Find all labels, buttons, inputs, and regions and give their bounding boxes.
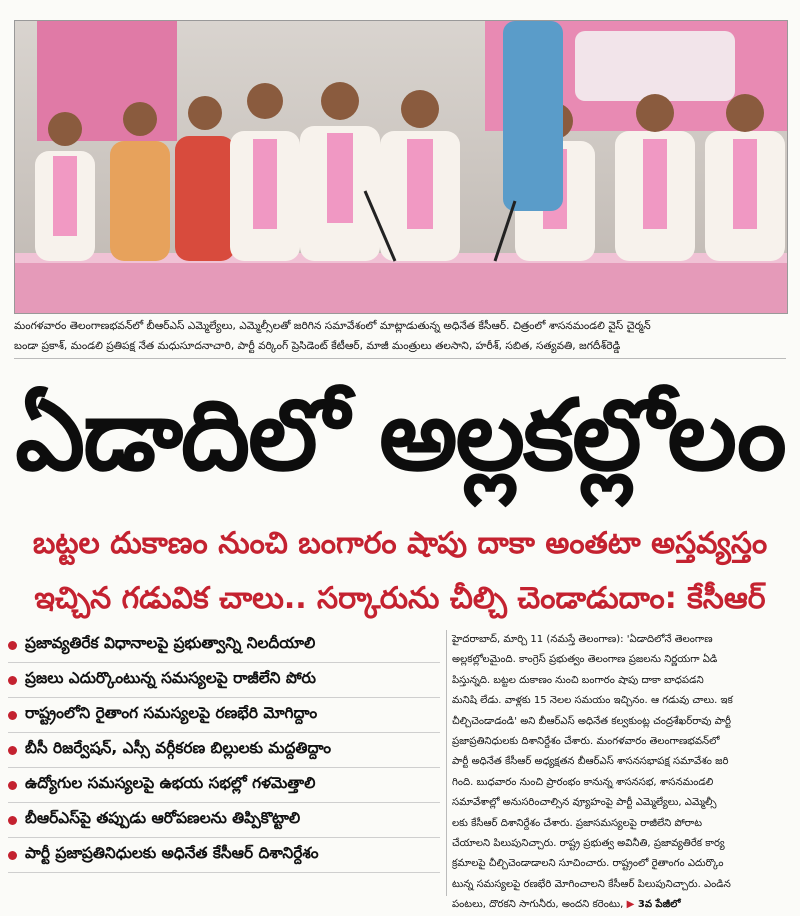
story-line: సమావేశాల్లో అనుసరించాల్సిన వ్యూహంపై పార్టీ ఎమ్మెల్యేలు, ఎమ్మెల్సీ [452, 797, 717, 809]
story-body [452, 630, 792, 911]
story-line: ప్రజాప్రతినిధులకు దిశానిర్దేశం చేశారు. మంగళవారం తెలంగాణభవన్‌లో [452, 736, 720, 748]
column-divider [446, 630, 447, 896]
bullet-text: ప్రజావ్యతిరేక విధానాలపై ప్రభుత్వాన్ని నిలదీయాలి [25, 634, 316, 652]
story-line: గింది. బుధవారం నుంచి ప్రారంభం కానున్న శాసనసభ, శాసనమండలి [452, 776, 714, 788]
bullet-dot-icon [8, 711, 17, 720]
subheadline-2: ఇచ్చిన గడువిక చాలు.. సర్కారును చీల్చి చెండాడుదాం: కేసీఆర్ [34, 581, 766, 616]
bullet-list [8, 628, 440, 900]
bullet-text: ఉద్యోగుల సమస్యలపై ఉభయ సభల్లో గళమెత్తాలి [25, 774, 316, 792]
continued-label: 3వ పేజీలో [637, 899, 681, 911]
story-line: హైదరాబాద్, మార్చి 11 (నమస్తే తెలంగాణ): 'ఏడాదిలోనే తెలంగాణ [452, 634, 713, 645]
story-line: చేయాలని పిలుపునిచ్చారు. రాష్ట్ర ప్రభుత్వ అవినీతి, ప్రజావ్యతిరేక కార్య [452, 838, 725, 850]
bullet-item [8, 663, 440, 698]
bullet-item [8, 803, 440, 838]
continued-link[interactable] [627, 899, 681, 910]
bullet-text: బీసీ రిజర్వేషన్, ఎస్సీ వర్గీకరణ బిల్లులకు మద్దతిద్దాం [25, 739, 332, 757]
story-line: అల్లకల్లోలమైంది. కాంగ్రెస్ ప్రభుత్వం తెలంగాణ ప్రజలను నిర్ణయగా ఏడి [452, 654, 718, 666]
bullet-item [8, 733, 440, 768]
bullet-dot-icon [8, 641, 17, 650]
story-line: పార్టీ అధినేత కేసీఆర్ అధ్యక్షతన బీఆర్‌ఎస్ శాసనసభాపక్ష సమావేశం జరి [452, 756, 729, 768]
news-photo [14, 20, 788, 314]
bullet-text: బీఆర్‌ఎస్‌పై తప్పుడు ఆరోపణలను తిప్పికొట్టాలి [25, 809, 301, 827]
bullet-text: రాష్ట్రంలోని రైతాంగ సమస్యలపై రణభేరి మోగిద్దాం [25, 704, 318, 722]
bullet-dot-icon [8, 676, 17, 685]
photo-caption [14, 316, 786, 359]
bullet-text: ప్రజలు ఎదుర్కొంటున్న సమస్యలపై రాజీలేని పోరు [25, 669, 316, 687]
story-line: చీల్చిచెండాడండి' అని బీఆర్‌ఎస్ అధినేత కల్వకుంట్ల చంద్రశేఖర్‌రావు పార్టీ [452, 715, 732, 727]
bullet-dot-icon [8, 746, 17, 755]
story-line: పిస్తున్నది. బట్టల దుకాణం నుంచి బంగారం షాపు దాకా బాధపడని [452, 674, 704, 686]
story-line: లకు కేసీఆర్ దిశానిర్దేశం చేశారు. ప్రజాసమస్యలపై రాజీలేని పోరాట [452, 817, 703, 829]
press-meeting-photo-icon [15, 21, 787, 313]
bullet-dot-icon [8, 851, 17, 860]
caption-line-2: బండా ప్రకాశ్, మండలి ప్రతిపక్ష నేత మధుసూదనాచారి, పార్టీ వర్కింగ్ ప్రెసిడెంట్ కేటీఆర్, మాజీ మంత్రులు తలసాని, హరీశ్, సబిత, సత్యవతి, జగదీశ్‌రెడ్డి [14, 340, 621, 352]
arrow-right-icon: ▶ [626, 899, 638, 911]
bullet-dot-icon [8, 816, 17, 825]
bullet-item [8, 628, 440, 663]
bullet-text: పార్టీ ప్రజాప్రతినిధులకు అధినేత కేసీఆర్ దిశానిర్దేశం [25, 844, 319, 862]
headline: ఏడాదిలో అల్లకల్లోలం [15, 379, 785, 493]
bullet-item [8, 768, 440, 803]
story-line: టున్న సమస్యలపై రణభేరి మోగించాలని కేసీఆర్ పిలుపునిచ్చారు. ఎండిన [452, 878, 731, 890]
caption-line-1: మంగళవారం తెలంగాణభవన్‌లో బీఆర్‌ఎస్ ఎమ్మెల్యేలు, ఎమ్మెల్సీలతో జరిగిన సమావేశంలో మాట్లాడుతున్న అధినేత కేసీఆర్. చిత్రంలో శాసనమండలి వైస్ చైర్మన్ [14, 320, 651, 332]
bullet-dot-icon [8, 781, 17, 790]
story-line: పంటలు, దొరకని సాగునీరు, అందని కరెంటు, [452, 899, 624, 911]
subheadline-1: బట్టల దుకాణం నుంచి బంగారం షాపు దాకా అంతటా అస్తవ్యస్తం [32, 526, 768, 561]
bullet-item [8, 698, 440, 733]
story-line-last [452, 895, 792, 915]
story-line: మనిషి లేడు. వాళ్లకు 15 నెలల సమయం ఇచ్చినం. ఆ గడువు చాలు. ఇక [452, 695, 733, 707]
story-line: క్రమాలపై చీల్చిచెండాడాలని సూచించారు. రాష్ట్రంలో రైతాంగం ఎదుర్కొం [452, 858, 724, 870]
bullet-item [8, 838, 440, 873]
